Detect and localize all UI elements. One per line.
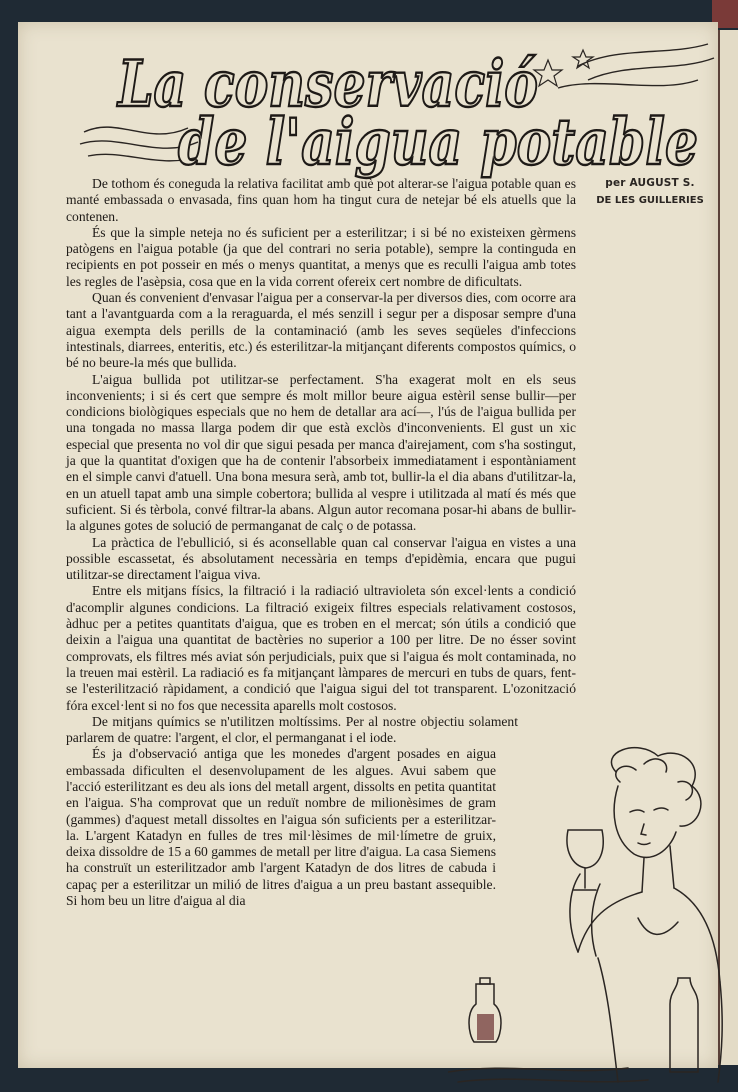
paragraph: De tothom és coneguda la relativa facilitat amb què pot alterar-se l'aigua potable quan es manté embassada o envasada, fins quan hom ha tingut cura de netejar bé els atuells que la contenen. xyxy=(66,176,576,224)
paragraph: De mitjans químics se n'utilitzen moltíssims. Per al nostre objectiu solament parlarem de quatre: l'argent, el clor, el permanganat i el iode. xyxy=(66,713,518,746)
paragraph: L'aigua bullida pot utilitzar-se perfectament. S'ha exagerat molt en els seus inconvenients; i si és cert que sempre és molt millor beure aigua estèril sense bullir—per condicions biològiques especials que no hem de detallar ara ací—, l'ús de l'aigua bullida per una tongada no massa llarga podem dir que està exclòs d'inconvenients. El gust un xic especial que presenta no vol dir que sigui pesada per manca d'airejament, com s'ha sostingut, ja que la quantitat d'oxigen que ha de contenir l'absorbeix immediatament i espontàniament en el simple canvi d'atuell. Una bona mesura serà, amb tot, bullir-la el dia abans d'utilitzar-la, en un atuell tapat amb una simple cobertora; bullida al vespre i utilitzada al matí és més que suficient. Si és tèrbola, convé filtrar-la abans. Algun autor recomana posar-hi abans de bullir-la algunes gotes de solució de permanganat de calç o de potassa. xyxy=(66,371,576,534)
paragraph: Quan és convenient d'envasar l'aigua per a conservar-la per diversos dies, com ocorre ara tant a l'avantguarda com a la reraguarda, el més senzill i segur per a disposar sempre d'una aigua exempta dels perills de la contaminació (amb les seves seqüeles d'infeccions intestinals, diarrees, enteritis, etc.) és esterilitzar-la mitjançant diferents compostos químics, o bé no beure-la més que bullida. xyxy=(66,290,576,371)
paragraph: Entre els mitjans físics, la filtració i la radiació ultravioleta són excel·lents a condició d'acomplir algunes condicions. La filtració exigeix filtres especials relativament costosos, àdhuc per a petites quantitats d'aigua, que es troben en el mercat; són útils a condició que deixin a l'aigua una quantitat de bactèries no superior a 100 per litre. De no ésser sovint comprovats, els filtres més aviat són perjudicials, puix que si l'aigua és molt contaminada, no la treuen mai estèril. La radiació es fa mitjançant làmpares de mercuri en tubs de quars, fent-se l'esterilització ràpidament, a condició que l'aigua sigui del tot transparent. L'ozonització fóra excel·lent si no fos que necessita aparells molt costosos. xyxy=(66,583,576,713)
author-byline xyxy=(590,174,710,210)
paragraph: És que la simple neteja no és suficient per a esterilitzar; i si bé no existeixen gèrmens patògens en l'aigua potable (ja que del contrari no seria potable), sempre la continguda en recipients en pot posseir en més o menys quantitat, a menys que es reculli l'aigua amb totes les regles de l'asèpsia, cosa que en la vida corrent ofereix cert nombre de dificultats. xyxy=(66,224,576,289)
title-line-2: de l'aigua potable xyxy=(178,105,698,180)
decorative-title xyxy=(78,36,718,186)
title-line-1: La conservació xyxy=(116,47,538,122)
paragraph: És ja d'observació antiga que les monedes d'argent posades en aigua embassada dificulten el desenvolupament de les algues. Avui sabem que l'acció esterilitzant es deu als ions del metall argent, dissolts en petita quantitat en l'aigua. S'ha comprovat que un reduït nombre de milionèsimes de gram (gammes) d'aquest metall dissoltes en l'aigua són suficients per a esterilitzar-la. L'argent Katadyn en fulles de tres mil·lèsimes de mil·límetre de gruix, deixa dissoldre de 15 a 60 gammes de metall per litre d'aigua. La casa Siemens ha construït un esterilitzador amb l'argent Katadyn de dos litres de cabuda i capaç per a esterilitzar un milió de litres d'aigua a un preu bastant assequible. Si hom beu un litre d'aigua al dia xyxy=(66,746,496,909)
woman-with-glass-illustration xyxy=(448,742,733,1087)
byline-line-1: per AUGUST S. xyxy=(605,177,695,189)
paragraph: La pràctica de l'ebullició, si és aconsellable quan cal conservar l'aigua en vistes a una possible escassetat, és absolutament necessària en temps d'epidèmia, encara que pugui utilitzar-se directament l'aigua viva. xyxy=(66,534,576,583)
magazine-page xyxy=(18,22,718,1068)
byline-line-2: DE LES GUILLERIES xyxy=(596,195,704,206)
